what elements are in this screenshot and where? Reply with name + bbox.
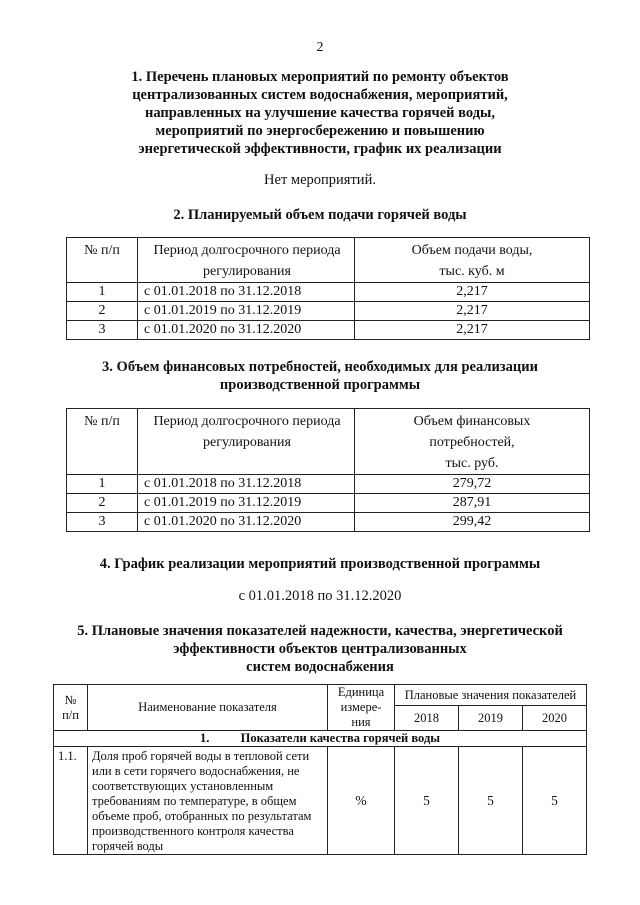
header-value-line: Объем финансовых	[413, 414, 531, 429]
page-number: 2	[316, 40, 324, 55]
section4-title: 4. График реализации мероприятий производственной программы	[99, 556, 541, 572]
section3-title-line: производственной программы	[219, 377, 421, 393]
header-num-line: №	[64, 692, 77, 707]
header-indicator-name: Наименование показателя	[88, 685, 328, 731]
header-value-line: Объем подачи воды,	[411, 243, 533, 258]
header-unit-line: ния	[351, 715, 371, 729]
header-unit-line: измере-	[340, 700, 382, 714]
header-unit-line: Единица	[337, 685, 385, 699]
section1-note: Нет мероприятий.	[264, 172, 376, 188]
section5-title-line: 5. Плановые значения показателей надежности, качества, энергетической	[77, 623, 563, 639]
cell-value: 299,42	[355, 513, 590, 532]
section3-title-line: 3. Объем финансовых потребностей, необходимых для реализации	[102, 359, 538, 375]
table-header-row	[54, 685, 587, 706]
cell-num: 1	[67, 283, 138, 302]
cell-value-2018: 5	[395, 747, 459, 855]
section-row-label	[54, 731, 587, 747]
section2-title: 2. Планируемый объем подачи горячей воды	[173, 207, 467, 223]
cell-num: 1	[67, 475, 138, 494]
indicator-name-line: или в сети горячего водоснабжения, не	[92, 764, 300, 778]
header-value-line: тыс. куб. м	[439, 264, 505, 279]
cell-period: с 01.01.2018 по 31.12.2018	[138, 475, 355, 494]
table-header-row	[67, 238, 590, 283]
cell-value: 287,91	[355, 494, 590, 513]
indicator-name-line: соответствующих установленным	[92, 779, 274, 793]
section4-period: с 01.01.2018 по 31.12.2020	[238, 588, 402, 604]
indicator-name-line: производственного контроля качества	[92, 824, 294, 838]
table-header-row	[67, 409, 590, 475]
indicator-name-line: горячей воды	[92, 839, 164, 853]
cell-value: 2,217	[355, 302, 590, 321]
header-period-line: Период долгосрочного периода	[153, 243, 341, 258]
table-row	[54, 747, 587, 855]
table-row	[67, 321, 590, 340]
indicator-name-line: требованиям по температуре, в общем	[92, 794, 297, 808]
cell-period: с 01.01.2020 по 31.12.2020	[138, 513, 355, 532]
header-period-line: регулирования	[203, 435, 291, 450]
section-row	[54, 731, 587, 747]
section5-title	[0, 622, 640, 676]
table-row	[67, 302, 590, 321]
header-planned-values: Плановые значения показателей	[395, 685, 587, 706]
header-period	[138, 409, 355, 475]
cell-period: с 01.01.2019 по 31.12.2019	[138, 494, 355, 513]
section-row-text: Показатели качества горячей воды	[240, 731, 441, 745]
cell-period: с 01.01.2020 по 31.12.2020	[138, 321, 355, 340]
cell-value-2019: 5	[459, 747, 523, 855]
header-num: № п/п	[67, 238, 138, 283]
cell-num: 3	[67, 513, 138, 532]
cell-value: 2,217	[355, 283, 590, 302]
header-num: № п/п	[67, 409, 138, 475]
section1-title-line: энергетической эффективности, график их реализации	[138, 141, 502, 157]
cell-num: 2	[67, 494, 138, 513]
header-unit	[328, 685, 395, 731]
cell-num: 1.1.	[54, 747, 88, 855]
table-row	[67, 283, 590, 302]
header-year-2019: 2019	[459, 706, 523, 731]
header-value-line: тыс. руб.	[445, 456, 499, 471]
water-volume-table	[66, 237, 590, 340]
cell-period: с 01.01.2018 по 31.12.2018	[138, 283, 355, 302]
section3-title	[0, 358, 640, 394]
header-year-2018: 2018	[395, 706, 459, 731]
table-row	[67, 475, 590, 494]
header-period-line: Период долгосрочного периода	[153, 414, 341, 429]
cell-indicator-name	[88, 747, 328, 855]
table-row	[67, 494, 590, 513]
header-year-2020: 2020	[523, 706, 587, 731]
cell-unit: %	[328, 747, 395, 855]
cell-value: 2,217	[355, 321, 590, 340]
cell-num: 2	[67, 302, 138, 321]
table-row	[67, 513, 590, 532]
cell-num: 3	[67, 321, 138, 340]
section-row-num: 1.	[199, 731, 210, 745]
indicator-name-line: объеме проб, отобранных по результатам	[92, 809, 312, 823]
cell-value: 279,72	[355, 475, 590, 494]
header-value-line: потребностей,	[429, 435, 515, 450]
section5-title-line: систем водоснабжения	[246, 659, 394, 675]
section5-title-line: эффективности объектов централизованных	[173, 641, 467, 657]
section1-title-line: централизованных систем водоснабжения, мероприятий,	[132, 87, 508, 103]
header-num	[54, 685, 88, 731]
financial-needs-table	[66, 408, 590, 532]
indicator-name-line: Доля проб горячей воды в тепловой сети	[92, 749, 310, 763]
header-period-line: регулирования	[203, 264, 291, 279]
section1-title-line: направленных на улучшение качества горячей воды,	[144, 105, 495, 121]
header-num-line: п/п	[62, 707, 79, 722]
cell-period: с 01.01.2019 по 31.12.2019	[138, 302, 355, 321]
cell-value-2020: 5	[523, 747, 587, 855]
header-value	[355, 238, 590, 283]
section1-title-line: мероприятий по энергосбережению и повышению	[155, 123, 485, 139]
indicators-table	[53, 684, 587, 855]
section1-title	[0, 68, 640, 158]
section1-title-line: 1. Перечень плановых мероприятий по ремонту объектов	[131, 69, 509, 85]
header-period	[138, 238, 355, 283]
header-value	[355, 409, 590, 475]
